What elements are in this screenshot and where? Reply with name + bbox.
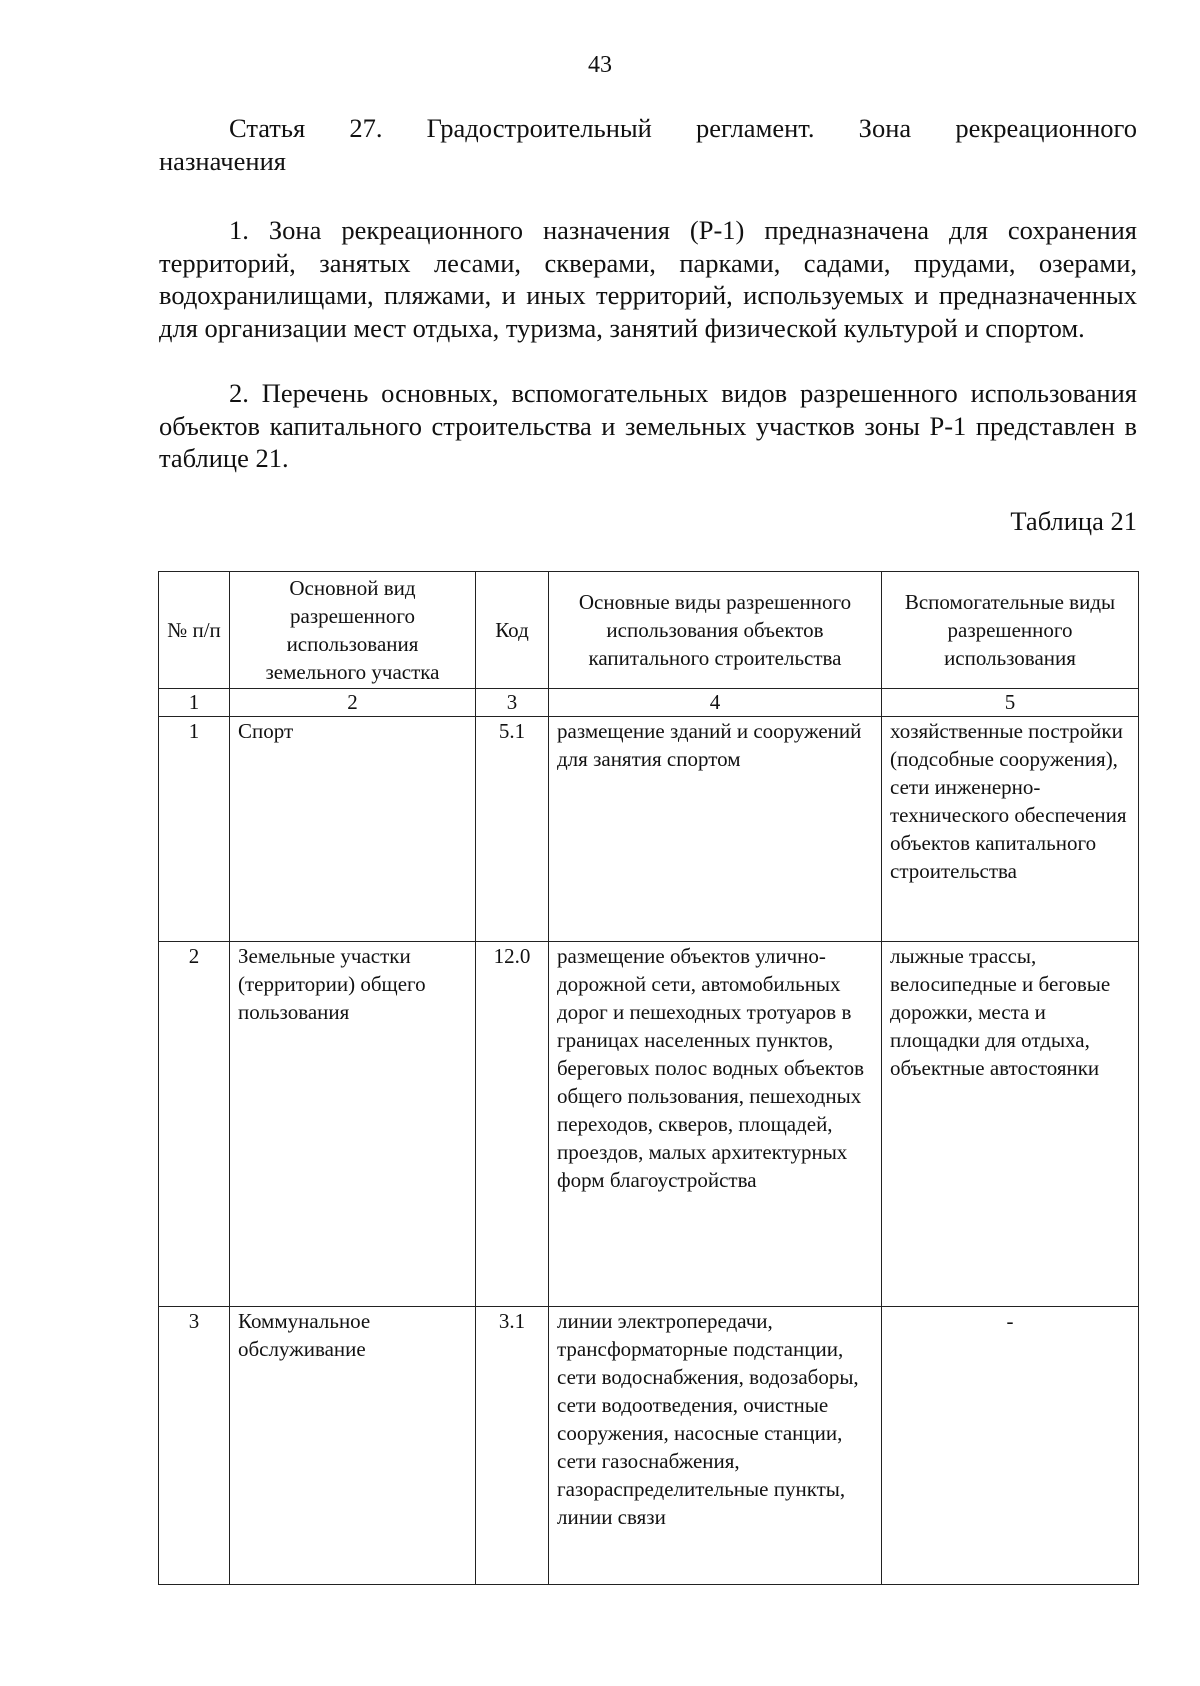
cell-number: 2 — [159, 942, 230, 1307]
cell-land-use: Коммунальное обслуживание — [230, 1307, 476, 1585]
permitted-use-table — [158, 571, 1139, 1585]
article-heading-line1 — [159, 112, 1137, 145]
column-number: 3 — [476, 689, 549, 717]
cell-auxiliary-uses: хозяйственные постройки (подсобные сооружения), сети инженерно-технического обеспечения объектов капитального строительства — [882, 717, 1139, 942]
cell-number: 1 — [159, 717, 230, 942]
page-number: 43 — [588, 52, 612, 78]
paragraph-zone-purpose: 1. Зона рекреационного назначения (Р-1) предназначена для сохранения территорий, занятых лесами, скверами, парками, садами, прудами, озерами, водохранилищами, пляжами, и иных территорий, используемых и предназначенных для организации мест отдыха, туризма, занятий физической культурой и спортом. — [159, 215, 1137, 343]
header-code: Код — [476, 572, 549, 689]
table-caption: Таблица 21 — [1010, 506, 1137, 536]
cell-code: 5.1 — [476, 717, 549, 942]
paragraph-permitted-uses: 2. Перечень основных, вспомогательных видов разрешенного использования объектов капитального строительства и земельных участков зоны Р-1 представлен в таблице 21. — [159, 378, 1137, 473]
cell-auxiliary-uses: лыжные трассы, велосипедные и беговые дорожки, места и площадки для отдыха, объектные автостоянки — [882, 942, 1139, 1307]
header-land-use: Основной вид разрешенного использования земельного участка — [230, 572, 476, 689]
heading-word: Зона — [858, 113, 912, 143]
column-number-row — [159, 689, 1139, 717]
article-heading-line2: назначения — [159, 146, 286, 176]
cell-land-use: Спорт — [230, 717, 476, 942]
cell-auxiliary-uses: - — [882, 1307, 1139, 1585]
cell-number: 3 — [159, 1307, 230, 1585]
article-heading — [159, 112, 1137, 178]
cell-main-uses: размещение зданий и сооружений для занятия спортом — [549, 717, 882, 942]
column-number: 5 — [882, 689, 1139, 717]
heading-word: рекреационного — [955, 113, 1137, 143]
column-number: 2 — [230, 689, 476, 717]
table-row — [159, 717, 1139, 942]
cell-land-use: Земельные участки (территории) общего пользования — [230, 942, 476, 1307]
heading-word: регламент. — [696, 113, 815, 143]
column-number: 1 — [159, 689, 230, 717]
heading-word: Статья — [229, 113, 306, 143]
cell-code: 3.1 — [476, 1307, 549, 1585]
heading-word: 27. — [349, 113, 383, 143]
table-header-row — [159, 572, 1139, 689]
table-row — [159, 1307, 1139, 1585]
table-row — [159, 942, 1139, 1307]
header-auxiliary-uses: Вспомогательные виды разрешенного использования — [882, 572, 1139, 689]
header-number: № п/п — [159, 572, 230, 689]
cell-code: 12.0 — [476, 942, 549, 1307]
cell-main-uses: размещение объектов улично-дорожной сети, автомобильных дорог и пешеходных тротуаров в границах населенных пунктов, береговых полос водных объектов общего пользования, пешеходных переходов, скверов, площадей, проездов, малых архитектурных форм благоустройства — [549, 942, 882, 1307]
cell-main-uses: линии электропередачи, трансформаторные подстанции, сети водоснабжения, водозаборы, сети водоотведения, очистные сооружения, насосные станции, сети газоснабжения, газораспределительные пункты, линии связи — [549, 1307, 882, 1585]
header-main-uses: Основные виды разрешенного использования объектов капитального строительства — [549, 572, 882, 689]
column-number: 4 — [549, 689, 882, 717]
heading-word: Градостроительный — [426, 113, 652, 143]
